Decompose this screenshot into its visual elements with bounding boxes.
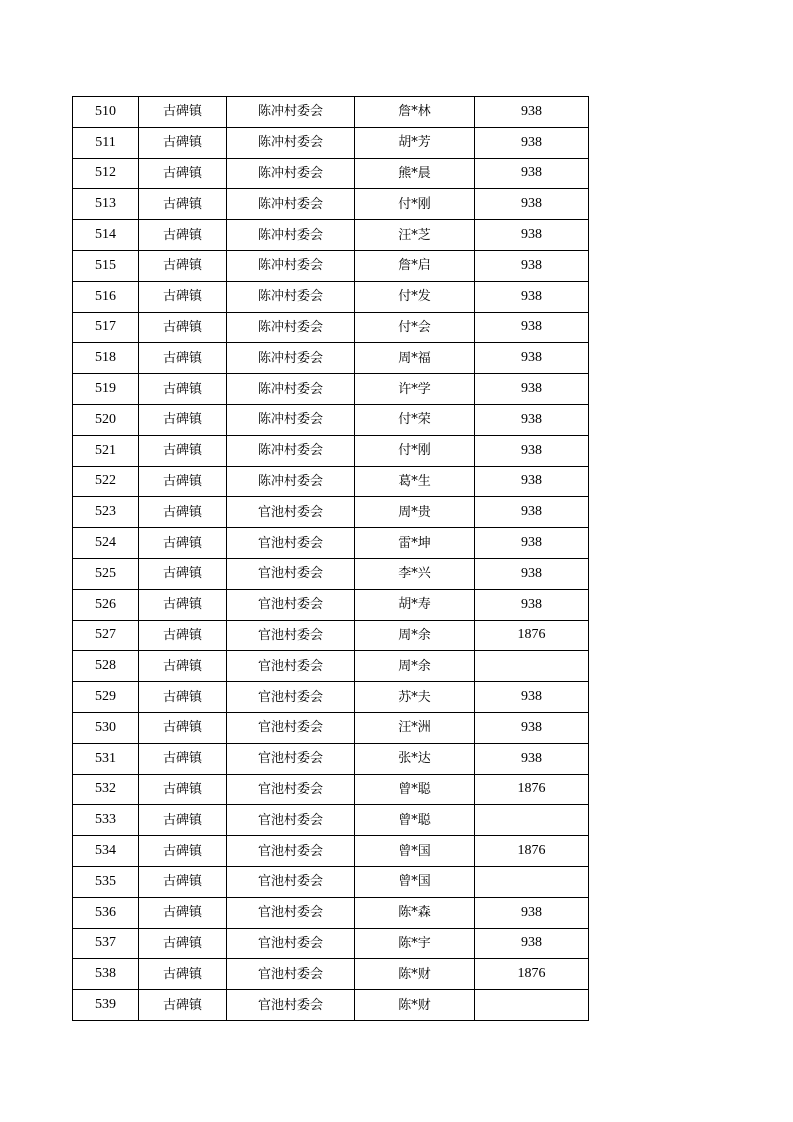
amount-cell: [475, 990, 589, 1021]
amount-cell: 938: [475, 897, 589, 928]
town-cell: 古碑镇: [139, 220, 227, 251]
amount-cell: 938: [475, 97, 589, 128]
row-number-cell: 510: [73, 97, 139, 128]
village-cell: 陈冲村委会: [227, 374, 355, 405]
name-cell: 周*贵: [355, 497, 475, 528]
amount-cell: 938: [475, 281, 589, 312]
table-row: [73, 743, 589, 774]
village-cell: 官池村委会: [227, 712, 355, 743]
town-cell: 古碑镇: [139, 928, 227, 959]
name-cell: 曾*国: [355, 866, 475, 897]
village-cell: 陈冲村委会: [227, 220, 355, 251]
name-cell: 胡*芳: [355, 127, 475, 158]
name-cell: 葛*生: [355, 466, 475, 497]
table-row: [73, 651, 589, 682]
table-row: [73, 312, 589, 343]
name-cell: 曾*国: [355, 836, 475, 867]
name-cell: 雷*坤: [355, 528, 475, 559]
amount-cell: 938: [475, 682, 589, 713]
name-cell: 付*刚: [355, 435, 475, 466]
table-row: [73, 620, 589, 651]
amount-cell: 938: [475, 497, 589, 528]
row-number-cell: 517: [73, 312, 139, 343]
village-cell: 陈冲村委会: [227, 343, 355, 374]
amount-cell: 938: [475, 220, 589, 251]
village-cell: 官池村委会: [227, 959, 355, 990]
row-number-cell: 513: [73, 189, 139, 220]
town-cell: 古碑镇: [139, 620, 227, 651]
row-number-cell: 533: [73, 805, 139, 836]
row-number-cell: 511: [73, 127, 139, 158]
name-cell: 许*学: [355, 374, 475, 405]
village-cell: 官池村委会: [227, 774, 355, 805]
name-cell: 付*刚: [355, 189, 475, 220]
row-number-cell: 537: [73, 928, 139, 959]
table-row: [73, 281, 589, 312]
table-row: [73, 712, 589, 743]
name-cell: 熊*晨: [355, 158, 475, 189]
town-cell: 古碑镇: [139, 897, 227, 928]
table-row: [73, 466, 589, 497]
amount-cell: 938: [475, 127, 589, 158]
name-cell: 陈*森: [355, 897, 475, 928]
table-row: [73, 497, 589, 528]
amount-cell: 938: [475, 928, 589, 959]
table-row: [73, 558, 589, 589]
name-cell: 胡*寿: [355, 589, 475, 620]
village-cell: 陈冲村委会: [227, 435, 355, 466]
village-cell: 官池村委会: [227, 743, 355, 774]
amount-cell: 938: [475, 528, 589, 559]
table-row: [73, 682, 589, 713]
name-cell: 周*福: [355, 343, 475, 374]
row-number-cell: 532: [73, 774, 139, 805]
name-cell: 付*会: [355, 312, 475, 343]
name-cell: 詹*启: [355, 250, 475, 281]
village-cell: 官池村委会: [227, 866, 355, 897]
amount-cell: 1876: [475, 620, 589, 651]
amount-cell: [475, 805, 589, 836]
table-row: [73, 158, 589, 189]
town-cell: 古碑镇: [139, 404, 227, 435]
village-cell: 官池村委会: [227, 620, 355, 651]
town-cell: 古碑镇: [139, 589, 227, 620]
town-cell: 古碑镇: [139, 959, 227, 990]
amount-cell: 938: [475, 312, 589, 343]
town-cell: 古碑镇: [139, 497, 227, 528]
town-cell: 古碑镇: [139, 189, 227, 220]
table-row: [73, 897, 589, 928]
village-cell: 陈冲村委会: [227, 158, 355, 189]
table-row: [73, 805, 589, 836]
row-number-cell: 530: [73, 712, 139, 743]
town-cell: 古碑镇: [139, 712, 227, 743]
town-cell: 古碑镇: [139, 558, 227, 589]
village-cell: 官池村委会: [227, 836, 355, 867]
town-cell: 古碑镇: [139, 343, 227, 374]
village-cell: 官池村委会: [227, 897, 355, 928]
amount-cell: 938: [475, 712, 589, 743]
name-cell: 周*余: [355, 620, 475, 651]
name-cell: 周*余: [355, 651, 475, 682]
village-cell: 官池村委会: [227, 805, 355, 836]
row-number-cell: 521: [73, 435, 139, 466]
town-cell: 古碑镇: [139, 528, 227, 559]
row-number-cell: 518: [73, 343, 139, 374]
village-cell: 官池村委会: [227, 651, 355, 682]
table-row: [73, 959, 589, 990]
name-cell: 曾*聪: [355, 805, 475, 836]
village-cell: 陈冲村委会: [227, 404, 355, 435]
row-number-cell: 524: [73, 528, 139, 559]
town-cell: 古碑镇: [139, 374, 227, 405]
amount-cell: [475, 866, 589, 897]
amount-cell: 938: [475, 558, 589, 589]
table-row: [73, 928, 589, 959]
amount-cell: 938: [475, 743, 589, 774]
row-number-cell: 531: [73, 743, 139, 774]
table-row: [73, 528, 589, 559]
town-cell: 古碑镇: [139, 651, 227, 682]
village-cell: 官池村委会: [227, 558, 355, 589]
row-number-cell: 522: [73, 466, 139, 497]
row-number-cell: 515: [73, 250, 139, 281]
amount-cell: 938: [475, 466, 589, 497]
name-cell: 陈*财: [355, 959, 475, 990]
table-row: [73, 836, 589, 867]
table-row: [73, 866, 589, 897]
table-row: [73, 127, 589, 158]
town-cell: 古碑镇: [139, 466, 227, 497]
data-table: [72, 96, 589, 1021]
village-cell: 官池村委会: [227, 497, 355, 528]
name-cell: 付*荣: [355, 404, 475, 435]
name-cell: 汪*洲: [355, 712, 475, 743]
name-cell: 陈*财: [355, 990, 475, 1021]
amount-cell: 938: [475, 435, 589, 466]
table-row: [73, 189, 589, 220]
village-cell: 官池村委会: [227, 528, 355, 559]
amount-cell: 938: [475, 343, 589, 374]
table-row: [73, 250, 589, 281]
table-row: [73, 404, 589, 435]
amount-cell: 1876: [475, 774, 589, 805]
town-cell: 古碑镇: [139, 774, 227, 805]
town-cell: 古碑镇: [139, 250, 227, 281]
town-cell: 古碑镇: [139, 435, 227, 466]
name-cell: 张*达: [355, 743, 475, 774]
table-row: [73, 220, 589, 251]
town-cell: 古碑镇: [139, 312, 227, 343]
name-cell: 苏*夫: [355, 682, 475, 713]
table-row: [73, 990, 589, 1021]
village-cell: 官池村委会: [227, 990, 355, 1021]
town-cell: 古碑镇: [139, 805, 227, 836]
village-cell: 官池村委会: [227, 928, 355, 959]
name-cell: 付*发: [355, 281, 475, 312]
row-number-cell: 519: [73, 374, 139, 405]
amount-cell: 938: [475, 158, 589, 189]
village-cell: 陈冲村委会: [227, 97, 355, 128]
village-cell: 陈冲村委会: [227, 127, 355, 158]
row-number-cell: 528: [73, 651, 139, 682]
amount-cell: 1876: [475, 959, 589, 990]
name-cell: 汪*芝: [355, 220, 475, 251]
town-cell: 古碑镇: [139, 97, 227, 128]
town-cell: 古碑镇: [139, 682, 227, 713]
row-number-cell: 539: [73, 990, 139, 1021]
row-number-cell: 536: [73, 897, 139, 928]
name-cell: 陈*宇: [355, 928, 475, 959]
amount-cell: 938: [475, 189, 589, 220]
table-body: [73, 97, 589, 1021]
town-cell: 古碑镇: [139, 281, 227, 312]
row-number-cell: 523: [73, 497, 139, 528]
row-number-cell: 516: [73, 281, 139, 312]
village-cell: 陈冲村委会: [227, 189, 355, 220]
amount-cell: 938: [475, 374, 589, 405]
village-cell: 陈冲村委会: [227, 281, 355, 312]
row-number-cell: 535: [73, 866, 139, 897]
amount-cell: 1876: [475, 836, 589, 867]
amount-cell: 938: [475, 250, 589, 281]
village-cell: 官池村委会: [227, 589, 355, 620]
amount-cell: 938: [475, 589, 589, 620]
village-cell: 陈冲村委会: [227, 250, 355, 281]
town-cell: 古碑镇: [139, 158, 227, 189]
row-number-cell: 525: [73, 558, 139, 589]
row-number-cell: 526: [73, 589, 139, 620]
table-row: [73, 374, 589, 405]
row-number-cell: 529: [73, 682, 139, 713]
town-cell: 古碑镇: [139, 743, 227, 774]
name-cell: 詹*林: [355, 97, 475, 128]
table-row: [73, 343, 589, 374]
village-cell: 陈冲村委会: [227, 312, 355, 343]
town-cell: 古碑镇: [139, 990, 227, 1021]
row-number-cell: 538: [73, 959, 139, 990]
row-number-cell: 520: [73, 404, 139, 435]
name-cell: 曾*聪: [355, 774, 475, 805]
village-cell: 官池村委会: [227, 682, 355, 713]
table-row: [73, 774, 589, 805]
village-cell: 陈冲村委会: [227, 466, 355, 497]
town-cell: 古碑镇: [139, 127, 227, 158]
name-cell: 李*兴: [355, 558, 475, 589]
table-row: [73, 97, 589, 128]
table-row: [73, 435, 589, 466]
amount-cell: 938: [475, 404, 589, 435]
row-number-cell: 527: [73, 620, 139, 651]
row-number-cell: 512: [73, 158, 139, 189]
town-cell: 古碑镇: [139, 836, 227, 867]
town-cell: 古碑镇: [139, 866, 227, 897]
table-row: [73, 589, 589, 620]
row-number-cell: 534: [73, 836, 139, 867]
amount-cell: [475, 651, 589, 682]
row-number-cell: 514: [73, 220, 139, 251]
